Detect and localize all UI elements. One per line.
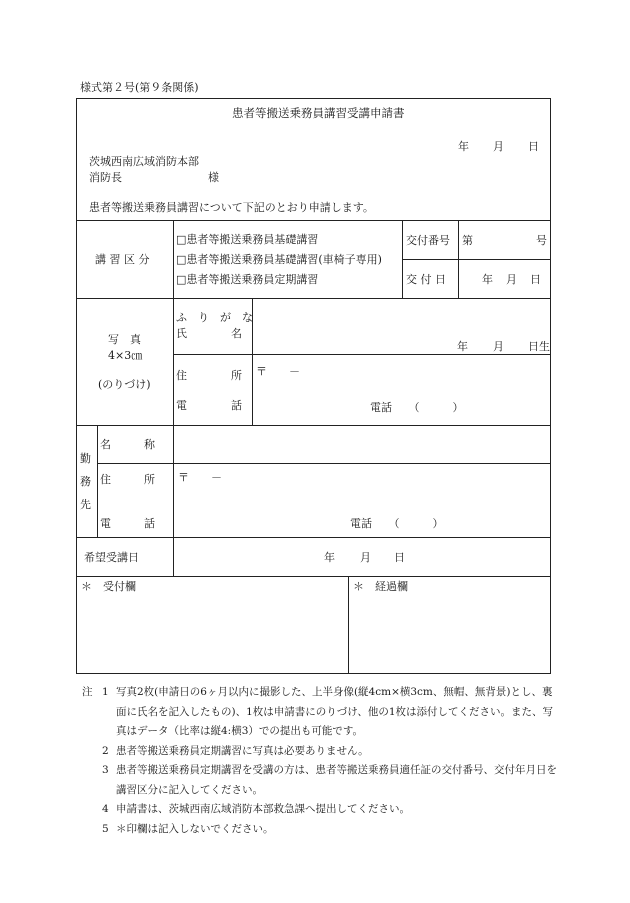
reception-label: ＊ 受付欄 <box>81 580 136 593</box>
desired-date-day: 日 <box>394 551 405 564</box>
photo-label: 写 真 <box>108 333 141 346</box>
course-option[interactable]: □患者等搬送乗務員基礎講習(車椅子専用) <box>176 253 382 266</box>
note-item <box>82 820 557 840</box>
note-number: 2 <box>102 744 109 757</box>
issue-date-year: 年 <box>482 273 493 286</box>
note-text: 申請書は、茨城西南広域消防本部救急課へ提出してください。 <box>116 803 410 815</box>
issue-date-label: 交 付 日 <box>406 273 446 286</box>
issue-number-prefix: 第 <box>462 234 473 247</box>
birth-month: 月 <box>493 340 504 353</box>
recipient-honorific: 様 <box>208 171 219 184</box>
note-item <box>82 742 557 762</box>
note-number: 1 <box>102 686 109 698</box>
address-label: 住 所 <box>176 369 242 382</box>
furigana-label: ふ り が な <box>176 311 253 324</box>
note-item <box>82 683 557 742</box>
name-label: 氏 名 <box>176 327 242 340</box>
birth-year: 年 <box>457 340 468 353</box>
workplace-label-2: 務 <box>80 475 91 488</box>
form-title: 患者等搬送乗務員講習受講申請書 <box>232 106 405 120</box>
request-text: 患者等搬送乗務員講習について下記のとおり申請します。 <box>89 201 374 214</box>
workplace-label-3: 先 <box>80 498 91 511</box>
course-label: 講 習 区 分 <box>95 253 150 266</box>
workplace-phone-label: 電 話 <box>100 517 155 530</box>
workplace-label-1: 勤 <box>80 452 91 465</box>
phone-text: 電話 （ ） <box>370 401 464 414</box>
issue-number-label: 交付番号 <box>406 234 450 247</box>
desired-date-year: 年 <box>324 551 335 564</box>
notes-section <box>82 683 557 839</box>
photo-size: 4×3㎝ <box>108 349 143 362</box>
note-text: 写真2枚(申請日の6ヶ月以内に撮影した、上半身像(縦4cm×横3cm、無帽、無背景)とし、裏面に氏名を記入したもの)、1枚は申請書にのりづけ、他の1枚は添付してください。また、写真はデータ（比率は縦4:横3）での提出も可能です。 <box>116 686 554 737</box>
recipient-org: 茨城西南広域消防本部 <box>89 155 199 168</box>
workplace-address-label: 住 所 <box>100 473 155 486</box>
notes-label: 注 <box>82 686 93 698</box>
note-text: 患者等搬送乗務員定期講習に写真は必要ありません。 <box>116 744 369 757</box>
desired-date-label: 希望受講日 <box>84 551 139 564</box>
progress-label: ＊ 経過欄 <box>353 580 408 593</box>
note-number: 5 <box>102 822 109 835</box>
course-option[interactable]: □患者等搬送乗務員基礎講習 <box>176 233 319 246</box>
photo-note: (のりづけ) <box>98 378 151 391</box>
workplace-postal: 〒 － <box>178 471 222 484</box>
course-option[interactable]: □患者等搬送乗務員定期講習 <box>176 273 319 286</box>
postal-code: 〒 － <box>256 365 300 378</box>
note-text: ＊印欄は記入しないでください。 <box>116 822 274 835</box>
note-item <box>82 761 557 800</box>
date-month: 月 <box>493 140 504 153</box>
note-text: 患者等搬送乗務員定期講習を受講の方は、患者等搬送乗務員適任証の交付番号、交付年月日を講習区分に記入してください。 <box>116 764 557 796</box>
workplace-name-label: 名 称 <box>100 438 155 451</box>
phone-label: 電 話 <box>176 399 242 412</box>
issue-date-day: 日 <box>530 273 541 286</box>
note-number: 4 <box>102 803 109 815</box>
workplace-phone-text: 電話 （ ） <box>350 517 444 530</box>
birth-day: 日生 <box>528 340 550 353</box>
issue-number-suffix: 号 <box>536 234 547 247</box>
recipient-position: 消防長 <box>89 171 122 184</box>
desired-date-month: 月 <box>360 551 371 564</box>
date-year: 年 <box>458 140 469 153</box>
issue-date-month: 月 <box>506 273 517 286</box>
date-day: 日 <box>528 140 539 153</box>
note-item <box>82 800 557 820</box>
note-number: 3 <box>102 764 109 776</box>
form-number: 様式第２号(第９条関係) <box>80 81 199 94</box>
